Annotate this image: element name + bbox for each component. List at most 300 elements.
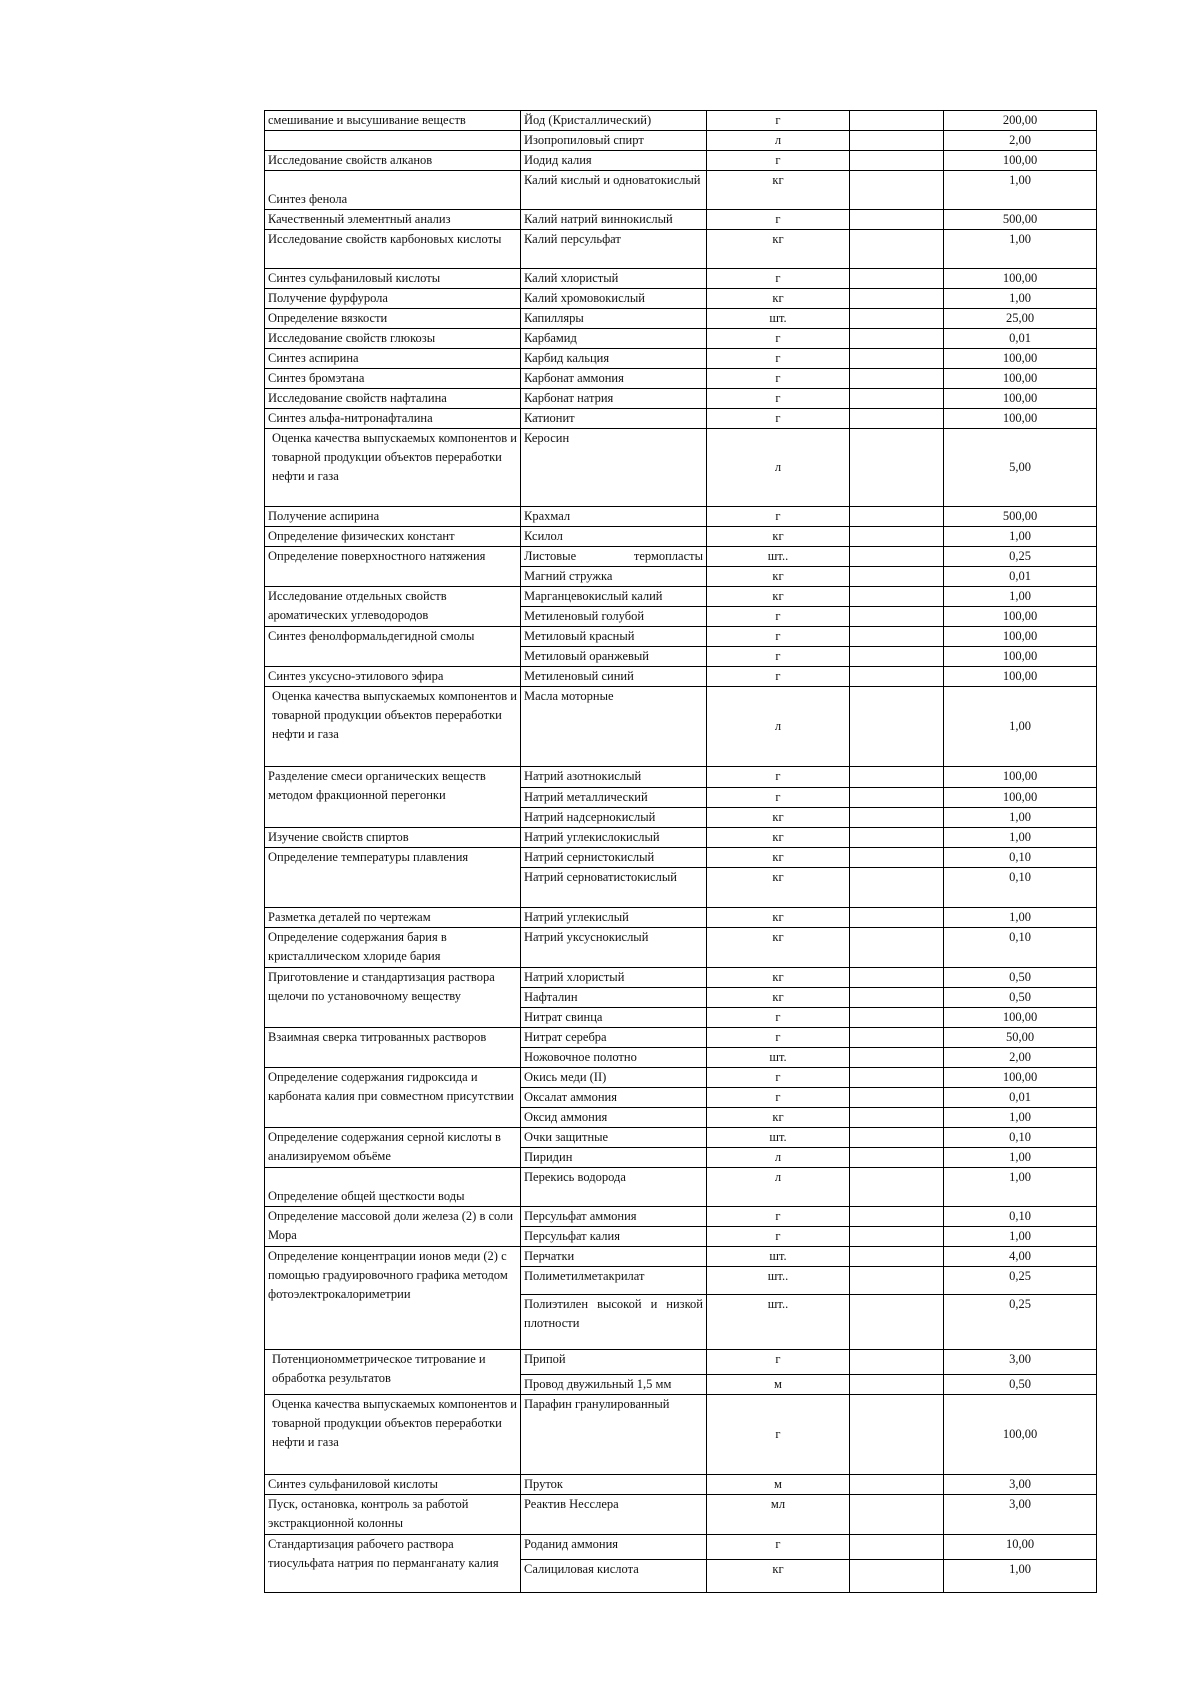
reagent-cell: Оксид аммония — [521, 1108, 707, 1128]
empty-cell — [850, 409, 944, 429]
empty-cell — [850, 151, 944, 171]
empty-cell — [850, 968, 944, 988]
reagent-cell: Метиленовый синий — [521, 667, 707, 687]
empty-cell — [850, 1227, 944, 1247]
table-row — [265, 828, 1097, 848]
table-row — [265, 1350, 1097, 1375]
reagent-cell: Припой — [521, 1350, 707, 1375]
table-row — [265, 687, 1097, 767]
activity-cell: Оценка качества выпускаемых компонентов и товарной продукции объектов переработки нефти и газа — [265, 687, 521, 767]
quantity-cell: 1,00 — [944, 171, 1097, 210]
quantity-cell: 100,00 — [944, 389, 1097, 409]
reagent-cell: Марганцевокислый калий — [521, 587, 707, 607]
empty-cell — [850, 567, 944, 587]
unit-cell: л — [707, 1168, 850, 1207]
unit-cell: л — [707, 429, 850, 507]
quantity-cell: 1,00 — [944, 1227, 1097, 1247]
activity-cell: Определение общей щесткости воды — [265, 1168, 521, 1207]
unit-cell: г — [707, 1068, 850, 1088]
quantity-cell: 1,00 — [944, 808, 1097, 828]
reagent-cell: Натрий углекислокислый — [521, 828, 707, 848]
reagent-cell: Масла моторные — [521, 687, 707, 767]
table-row — [265, 349, 1097, 369]
quantity-cell: 0,01 — [944, 1088, 1097, 1108]
empty-cell — [850, 1008, 944, 1028]
table-row — [265, 210, 1097, 230]
reagent-cell: Нитрат серебра — [521, 1028, 707, 1048]
table-row — [265, 928, 1097, 968]
empty-cell — [850, 1207, 944, 1227]
quantity-cell: 3,00 — [944, 1495, 1097, 1535]
quantity-cell: 3,00 — [944, 1350, 1097, 1375]
empty-cell — [850, 171, 944, 210]
reagent-cell: Натрий сернистокислый — [521, 848, 707, 868]
quantity-cell: 100,00 — [944, 409, 1097, 429]
table-row — [265, 369, 1097, 389]
empty-cell — [850, 1267, 944, 1295]
activity-cell: Определение физических констант — [265, 527, 521, 547]
quantity-cell: 4,00 — [944, 1247, 1097, 1267]
table-row — [265, 667, 1097, 687]
unit-cell: л — [707, 131, 850, 151]
empty-cell — [850, 1088, 944, 1108]
reagent-cell: Калий натрий виннокислый — [521, 210, 707, 230]
activity-cell: Оценка качества выпускаемых компонентов и товарной продукции объектов переработки нефти и газа — [265, 429, 521, 507]
quantity-cell: 0,10 — [944, 1128, 1097, 1148]
quantity-cell: 100,00 — [944, 269, 1097, 289]
activity-cell: Исследование свойств глюкозы — [265, 329, 521, 349]
empty-cell — [850, 1068, 944, 1088]
empty-cell — [850, 507, 944, 527]
unit-cell: кг — [707, 808, 850, 828]
activity-cell: Определение вязкости — [265, 309, 521, 329]
activity-cell: Синтез уксусно-этилового эфира — [265, 667, 521, 687]
quantity-cell: 500,00 — [944, 507, 1097, 527]
empty-cell — [850, 269, 944, 289]
quantity-cell: 1,00 — [944, 1560, 1097, 1593]
table-row — [265, 1395, 1097, 1475]
table-row — [265, 1028, 1097, 1048]
quantity-cell: 500,00 — [944, 210, 1097, 230]
unit-cell: шт. — [707, 1128, 850, 1148]
quantity-cell: 100,00 — [944, 1008, 1097, 1028]
unit-cell: г — [707, 667, 850, 687]
unit-cell: г — [707, 507, 850, 527]
reagent-cell: Магний стружка — [521, 567, 707, 587]
unit-cell: кг — [707, 968, 850, 988]
empty-cell — [850, 429, 944, 507]
quantity-cell: 1,00 — [944, 587, 1097, 607]
quantity-cell: 1,00 — [944, 527, 1097, 547]
empty-cell — [850, 230, 944, 269]
empty-cell — [850, 1048, 944, 1068]
quantity-cell: 0,10 — [944, 928, 1097, 968]
reagent-cell: Йод (Кристаллический) — [521, 111, 707, 131]
reagent-cell: Метиловый красный — [521, 627, 707, 647]
reagent-cell: Персульфат калия — [521, 1227, 707, 1247]
unit-cell: г — [707, 151, 850, 171]
activity-cell: Синтез аспирина — [265, 349, 521, 369]
empty-cell — [850, 788, 944, 808]
reagent-cell: Натрий металлический — [521, 788, 707, 808]
empty-cell — [850, 329, 944, 349]
reagent-cell: Перчатки — [521, 1247, 707, 1267]
unit-cell: кг — [707, 928, 850, 968]
reagent-cell: Персульфат аммония — [521, 1207, 707, 1227]
quantity-cell: 0,10 — [944, 848, 1097, 868]
empty-cell — [850, 687, 944, 767]
activity-cell: Разметка деталей по чертежам — [265, 908, 521, 928]
empty-cell — [850, 808, 944, 828]
reagent-cell: Окись меди (II) — [521, 1068, 707, 1088]
reagent-cell: Парафин гранулированный — [521, 1395, 707, 1475]
reagent-cell: Калий кислый и одноватокислый — [521, 171, 707, 210]
reagent-cell: Полиметилметакрилат — [521, 1267, 707, 1295]
reagent-cell: Карбамид — [521, 329, 707, 349]
unit-cell: кг — [707, 171, 850, 210]
unit-cell: г — [707, 349, 850, 369]
empty-cell — [850, 908, 944, 928]
quantity-cell: 100,00 — [944, 607, 1097, 627]
activity-cell: Синтез бромэтана — [265, 369, 521, 389]
unit-cell: кг — [707, 527, 850, 547]
activity-cell: Определение содержания бария в кристаллическом хлориде бария — [265, 928, 521, 968]
reagent-cell: Ксилол — [521, 527, 707, 547]
quantity-cell: 100,00 — [944, 1395, 1097, 1475]
unit-cell: г — [707, 1350, 850, 1375]
table-row — [265, 908, 1097, 928]
quantity-cell: 0,10 — [944, 1207, 1097, 1227]
reagent-cell: Карбонат натрия — [521, 389, 707, 409]
quantity-cell: 100,00 — [944, 1068, 1097, 1088]
activity-cell: Потенциономметрическое титрование и обработка результатов — [265, 1350, 521, 1395]
quantity-cell: 0,25 — [944, 1295, 1097, 1350]
quantity-cell: 100,00 — [944, 349, 1097, 369]
empty-cell — [850, 210, 944, 230]
unit-cell: кг — [707, 567, 850, 587]
activity-cell: Получение аспирина — [265, 507, 521, 527]
unit-cell: г — [707, 111, 850, 131]
table-row — [265, 1247, 1097, 1267]
empty-cell — [850, 1295, 944, 1350]
quantity-cell: 0,01 — [944, 567, 1097, 587]
reagent-cell: Ножовочное полотно — [521, 1048, 707, 1068]
reagent-cell: Карбид кальция — [521, 349, 707, 369]
quantity-cell: 1,00 — [944, 1108, 1097, 1128]
reagent-cell: Крахмал — [521, 507, 707, 527]
activity-cell: Качественный элементный анализ — [265, 210, 521, 230]
unit-cell: г — [707, 210, 850, 230]
activity-cell: Определение температуры плавления — [265, 848, 521, 908]
reagent-cell: Калий персульфат — [521, 230, 707, 269]
reagent-cell: Иодид калия — [521, 151, 707, 171]
quantity-cell: 25,00 — [944, 309, 1097, 329]
quantity-cell: 100,00 — [944, 369, 1097, 389]
empty-cell — [850, 527, 944, 547]
empty-cell — [850, 667, 944, 687]
unit-cell: кг — [707, 988, 850, 1008]
quantity-cell: 0,25 — [944, 547, 1097, 567]
unit-cell: г — [707, 767, 850, 788]
reagent-cell: Капилляры — [521, 309, 707, 329]
reagent-cell: Нитрат свинца — [521, 1008, 707, 1028]
activity-cell: смешивание и высушивание веществ — [265, 111, 521, 131]
table-row — [265, 409, 1097, 429]
empty-cell — [850, 1350, 944, 1375]
unit-cell: м — [707, 1375, 850, 1395]
activity-cell: Определение поверхностного натяжения — [265, 547, 521, 587]
table-row — [265, 587, 1097, 607]
empty-cell — [850, 627, 944, 647]
table-row — [265, 507, 1097, 527]
quantity-cell: 2,00 — [944, 131, 1097, 151]
quantity-cell: 0,50 — [944, 988, 1097, 1008]
unit-cell: кг — [707, 908, 850, 928]
quantity-cell: 100,00 — [944, 151, 1097, 171]
empty-cell — [850, 1560, 944, 1593]
activity-cell: Синтез фенолформальдегидной смолы — [265, 627, 521, 667]
reagent-cell: Метиловый оранжевый — [521, 647, 707, 667]
unit-cell: г — [707, 369, 850, 389]
table-row — [265, 1207, 1097, 1227]
unit-cell: шт. — [707, 1048, 850, 1068]
reagent-cell: Карбонат аммония — [521, 369, 707, 389]
table-row — [265, 269, 1097, 289]
unit-cell: кг — [707, 289, 850, 309]
reagent-cell: Натрий уксуснокислый — [521, 928, 707, 968]
activity-cell: Синтез фенола — [265, 171, 521, 210]
quantity-cell: 1,00 — [944, 828, 1097, 848]
empty-cell — [850, 369, 944, 389]
reagent-cell: Нафталин — [521, 988, 707, 1008]
unit-cell: г — [707, 1207, 850, 1227]
empty-cell — [850, 607, 944, 627]
quantity-cell: 1,00 — [944, 908, 1097, 928]
activity-cell: Разделение смеси органических веществ методом фракционной перегонки — [265, 767, 521, 828]
unit-cell: шт.. — [707, 1267, 850, 1295]
activity-cell: Взаимная сверка титрованных растворов — [265, 1028, 521, 1068]
unit-cell: г — [707, 1535, 850, 1560]
table-row — [265, 171, 1097, 210]
empty-cell — [850, 309, 944, 329]
quantity-cell: 5,00 — [944, 429, 1097, 507]
activity-cell: Исследование свойств алканов — [265, 151, 521, 171]
reagent-cell: Очки защитные — [521, 1128, 707, 1148]
unit-cell: г — [707, 1008, 850, 1028]
reagent-cell: Калий хлористый — [521, 269, 707, 289]
reagent-cell: Листовые термопласты — [521, 547, 707, 567]
quantity-cell: 1,00 — [944, 1168, 1097, 1207]
reagent-cell: Провод двужильный 1,5 мм — [521, 1375, 707, 1395]
empty-cell — [850, 1475, 944, 1495]
table-row — [265, 230, 1097, 269]
empty-cell — [850, 1168, 944, 1207]
table-row — [265, 289, 1097, 309]
quantity-cell: 0,25 — [944, 1267, 1097, 1295]
reagent-cell: Натрий углекислый — [521, 908, 707, 928]
unit-cell: кг — [707, 848, 850, 868]
empty-cell — [850, 1128, 944, 1148]
unit-cell: кг — [707, 868, 850, 908]
reagent-cell: Пиридин — [521, 1148, 707, 1168]
table-row — [265, 1475, 1097, 1495]
unit-cell: г — [707, 1227, 850, 1247]
empty-cell — [850, 828, 944, 848]
quantity-cell: 100,00 — [944, 647, 1097, 667]
unit-cell: кг — [707, 587, 850, 607]
activity-cell — [265, 131, 521, 151]
quantity-cell: 10,00 — [944, 1535, 1097, 1560]
empty-cell — [850, 1535, 944, 1560]
empty-cell — [850, 1247, 944, 1267]
reagent-cell: Натрий азотнокислый — [521, 767, 707, 788]
reagent-cell: Реактив Несслера — [521, 1495, 707, 1535]
unit-cell: мл — [707, 1495, 850, 1535]
unit-cell: г — [707, 647, 850, 667]
activity-cell: Синтез альфа-нитронафталина — [265, 409, 521, 429]
table-row — [265, 329, 1097, 349]
reagent-cell: Метиленовый голубой — [521, 607, 707, 627]
activity-cell: Синтез сульфаниловый кислоты — [265, 269, 521, 289]
unit-cell: кг — [707, 1108, 850, 1128]
quantity-cell: 1,00 — [944, 289, 1097, 309]
activity-cell: Определение содержания серной кислоты в анализируемом объёме — [265, 1128, 521, 1168]
empty-cell — [850, 1395, 944, 1475]
table-row — [265, 429, 1097, 507]
empty-cell — [850, 647, 944, 667]
empty-cell — [850, 349, 944, 369]
reagent-cell: Керосин — [521, 429, 707, 507]
activity-cell: Определение содержания гидроксида и карбоната калия при совместном присутствии — [265, 1068, 521, 1128]
quantity-cell: 100,00 — [944, 627, 1097, 647]
unit-cell: г — [707, 269, 850, 289]
activity-cell: Стандартизация рабочего раствора тиосульфата натрия по перманганату калия — [265, 1535, 521, 1593]
quantity-cell: 100,00 — [944, 788, 1097, 808]
unit-cell: л — [707, 687, 850, 767]
table-row — [265, 627, 1097, 647]
unit-cell: л — [707, 1148, 850, 1168]
quantity-cell: 3,00 — [944, 1475, 1097, 1495]
unit-cell: шт.. — [707, 1295, 850, 1350]
unit-cell: кг — [707, 828, 850, 848]
unit-cell: м — [707, 1475, 850, 1495]
unit-cell: г — [707, 409, 850, 429]
activity-cell: Синтез сульфаниловой кислоты — [265, 1475, 521, 1495]
table-row — [265, 1068, 1097, 1088]
empty-cell — [850, 928, 944, 968]
quantity-cell: 100,00 — [944, 767, 1097, 788]
empty-cell — [850, 1148, 944, 1168]
activity-cell: Определение массовой доли железа (2) в соли Мора — [265, 1207, 521, 1247]
table-row — [265, 1495, 1097, 1535]
empty-cell — [850, 131, 944, 151]
unit-cell: г — [707, 788, 850, 808]
table-row — [265, 1168, 1097, 1207]
table-row — [265, 389, 1097, 409]
unit-cell: г — [707, 1395, 850, 1475]
quantity-cell: 2,00 — [944, 1048, 1097, 1068]
activity-cell: Изучение свойств спиртов — [265, 828, 521, 848]
reagent-cell: Натрий серноватистокислый — [521, 868, 707, 908]
reagent-cell: Пруток — [521, 1475, 707, 1495]
unit-cell: г — [707, 1028, 850, 1048]
empty-cell — [850, 389, 944, 409]
table-row — [265, 1128, 1097, 1148]
empty-cell — [850, 1028, 944, 1048]
empty-cell — [850, 868, 944, 908]
empty-cell — [850, 1495, 944, 1535]
unit-cell: кг — [707, 230, 850, 269]
activity-cell: Исследование свойств нафталина — [265, 389, 521, 409]
quantity-cell: 0,10 — [944, 868, 1097, 908]
table-row — [265, 767, 1097, 788]
empty-cell — [850, 1108, 944, 1128]
activity-cell: Определение концентрации ионов меди (2) с помощью градуировочного графика методом фотоэлектрокалориметрии — [265, 1247, 521, 1350]
reagent-cell: Салициловая кислота — [521, 1560, 707, 1593]
unit-cell: шт.. — [707, 547, 850, 567]
unit-cell: г — [707, 1088, 850, 1108]
unit-cell: г — [707, 389, 850, 409]
empty-cell — [850, 111, 944, 131]
reagent-cell: Натрий надсернокислый — [521, 808, 707, 828]
table-row — [265, 547, 1097, 567]
quantity-cell: 100,00 — [944, 667, 1097, 687]
empty-cell — [850, 587, 944, 607]
activity-cell: Приготовление и стандартизация раствора щелочи по установочному веществу — [265, 968, 521, 1028]
empty-cell — [850, 767, 944, 788]
empty-cell — [850, 289, 944, 309]
empty-cell — [850, 547, 944, 567]
table-row — [265, 131, 1097, 151]
reagent-cell: Натрий хлористый — [521, 968, 707, 988]
quantity-cell: 1,00 — [944, 230, 1097, 269]
reagent-cell: Оксалат аммония — [521, 1088, 707, 1108]
reagent-cell: Перекись водорода — [521, 1168, 707, 1207]
reagent-cell: Роданид аммония — [521, 1535, 707, 1560]
table-row — [265, 151, 1097, 171]
unit-cell: г — [707, 627, 850, 647]
quantity-cell: 50,00 — [944, 1028, 1097, 1048]
empty-cell — [850, 988, 944, 1008]
activity-cell: Исследование отдельных свойств ароматических углеводородов — [265, 587, 521, 627]
reagent-cell: Калий хромовокислый — [521, 289, 707, 309]
reagent-table — [264, 110, 1097, 1593]
activity-cell: Пуск, остановка, контроль за работой экстракционной колонны — [265, 1495, 521, 1535]
table-row — [265, 527, 1097, 547]
unit-cell: г — [707, 329, 850, 349]
reagent-cell: Катионит — [521, 409, 707, 429]
unit-cell: г — [707, 607, 850, 627]
table-row — [265, 848, 1097, 868]
unit-cell: шт. — [707, 1247, 850, 1267]
activity-cell: Оценка качества выпускаемых компонентов и товарной продукции объектов переработки нефти и газа — [265, 1395, 521, 1475]
quantity-cell: 0,01 — [944, 329, 1097, 349]
quantity-cell: 1,00 — [944, 1148, 1097, 1168]
quantity-cell: 0,50 — [944, 968, 1097, 988]
quantity-cell: 1,00 — [944, 687, 1097, 767]
quantity-cell: 0,50 — [944, 1375, 1097, 1395]
activity-cell: Исследование свойств карбоновых кислоты — [265, 230, 521, 269]
unit-cell: шт. — [707, 309, 850, 329]
table-row — [265, 968, 1097, 988]
empty-cell — [850, 848, 944, 868]
table-row — [265, 1535, 1097, 1560]
table-row — [265, 111, 1097, 131]
quantity-cell: 200,00 — [944, 111, 1097, 131]
table-row — [265, 309, 1097, 329]
empty-cell — [850, 1375, 944, 1395]
reagent-cell: Полиэтилен высокой и низкой плотности — [521, 1295, 707, 1350]
